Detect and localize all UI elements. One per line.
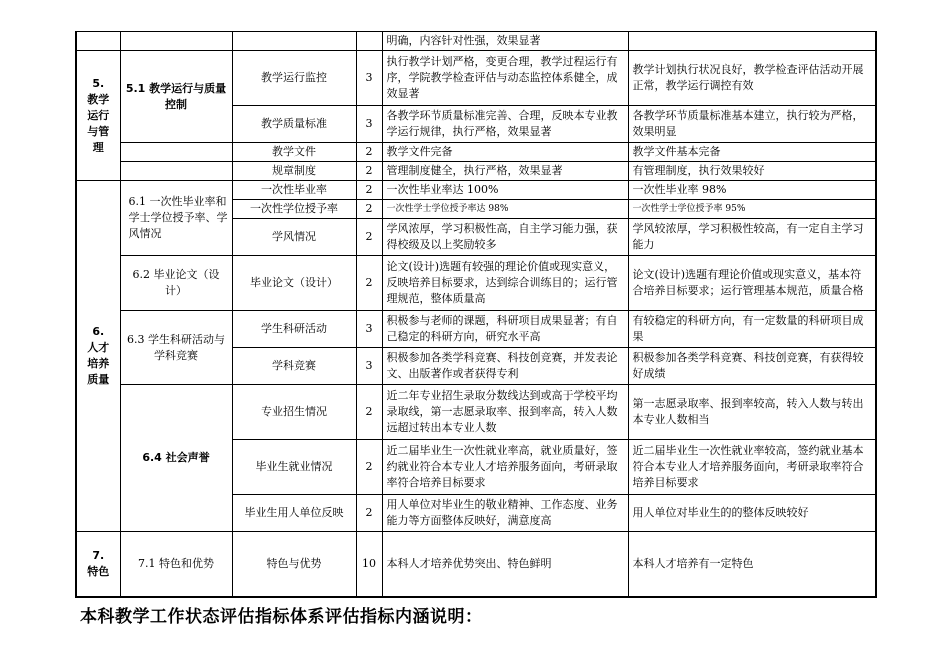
- table-row: [76, 256, 876, 311]
- observation-point: 教学运行监控: [232, 51, 356, 106]
- indicator-name: 人才培养质量: [87, 341, 110, 386]
- standard-a-cell: 近二届毕业生一次性就业率高，就业质量好，签约就业符合本专业人才培养服务面向，考研录取率符合培养目标要求: [382, 440, 628, 495]
- observation-point: 教学文件: [232, 143, 356, 162]
- secondary-indicator-7-1: 7.1 特色和优势: [120, 532, 232, 597]
- weight-cell: 3: [356, 51, 382, 106]
- standard-a-cell: 积极参加各类学科竞赛、科技创竞赛，并发表论文、出版著作或者获得专利: [382, 348, 628, 385]
- weight-cell: 2: [356, 143, 382, 162]
- indicator-number: 5.: [92, 76, 105, 90]
- standard-a-cell: 教学文件完备: [382, 143, 628, 162]
- weight-cell: 2: [356, 495, 382, 532]
- weight-cell: 3: [356, 106, 382, 143]
- secondary-indicator-6-2: 6.2 毕业论文（设计）: [120, 256, 232, 311]
- standard-c-cell: 论文(设计)选题有理论价值或现实意义，基本符合培养目标要求；运行管理基本规范，质量合格: [628, 256, 876, 311]
- observation-point: 规章制度: [232, 162, 356, 181]
- observation-point: 学风情况: [232, 219, 356, 256]
- table-row: [76, 51, 876, 106]
- weight-cell: 3: [356, 311, 382, 348]
- table-row: [76, 181, 876, 200]
- weight-cell: 3: [356, 348, 382, 385]
- weight-cell: 2: [356, 162, 382, 181]
- indicator-name: 特色: [87, 564, 110, 578]
- standard-c-cell: 用人单位对毕业生的的整体反映较好: [628, 495, 876, 532]
- standard-c-cell: 一次性学士学位授予率 95%: [628, 200, 876, 219]
- weight-cell: 2: [356, 200, 382, 219]
- observation-point: 教学质量标准: [232, 106, 356, 143]
- secondary-indicator-5-1: 5.1 教学运行与质量控制: [120, 51, 232, 143]
- cell-empty: [76, 32, 120, 51]
- standard-c-cell: 一次性毕业率 98%: [628, 181, 876, 200]
- primary-indicator-6: [76, 181, 120, 532]
- standard-c-cell: 教学计划执行状况良好，教学检查评估活动开展正常，教学运行调控有效: [628, 51, 876, 106]
- primary-indicator-7: [76, 532, 120, 597]
- standard-c-cell: 近二届毕业生一次性就业率较高，签约就业基本符合本专业人才培养服务面向，考研录取率符合培养目标要求: [628, 440, 876, 495]
- observation-point: 学科竞赛: [232, 348, 356, 385]
- secondary-indicator-6-1: 6.1 一次性毕业率和学士学位授予率、学风情况: [120, 181, 232, 256]
- section-heading: 本科教学工作状态评估指标体系评估指标内涵说明：: [80, 607, 483, 627]
- standard-a-cell: 近二年专业招生录取分数线达到或高于学校平均录取线，第一志愿录取率、报到率高，转入人数远超过转出本专业人数: [382, 385, 628, 440]
- observation-point: 特色与优势: [232, 532, 356, 597]
- standard-c-cell: 积极参加各类学科竞赛、科技创竞赛，有获得较好成绩: [628, 348, 876, 385]
- primary-indicator-5: [76, 51, 120, 181]
- table-row: [76, 532, 876, 597]
- standard-a-cell: 积极参与老师的课题，科研项目成果显著；有自己稳定的科研方向，研究水平高: [382, 311, 628, 348]
- cell-empty: [356, 32, 382, 51]
- observation-point: 毕业论文（设计）: [232, 256, 356, 311]
- standard-c-cell: 有管理制度，执行效果较好: [628, 162, 876, 181]
- table-row: [76, 385, 876, 440]
- standard-c-cell: 教学文件基本完备: [628, 143, 876, 162]
- cell-empty: [120, 162, 232, 181]
- secondary-indicator-6-3: 6.3 学生科研活动与学科竞赛: [120, 311, 232, 385]
- standard-c-cell: 各教学环节质量标准基本建立，执行较为严格，效果明显: [628, 106, 876, 143]
- weight-cell: 10: [356, 532, 382, 597]
- indicator-number: 7.: [92, 548, 105, 562]
- observation-point: 一次性毕业率: [232, 181, 356, 200]
- table-row: [76, 32, 876, 51]
- cell-empty: [120, 32, 232, 51]
- weight-cell: 2: [356, 219, 382, 256]
- weight-cell: 2: [356, 440, 382, 495]
- standard-a-cell: 管理制度健全，执行严格，效果显著: [382, 162, 628, 181]
- cell-empty: [120, 143, 232, 162]
- standard-c-cell: 学风较浓厚，学习积极性较高，有一定自主学习能力: [628, 219, 876, 256]
- weight-cell: 2: [356, 385, 382, 440]
- observation-point: 毕业生就业情况: [232, 440, 356, 495]
- observation-point: 学生科研活动: [232, 311, 356, 348]
- indicator-name: 教学运行与管理: [87, 92, 110, 154]
- standard-a-cell: 学风浓厚，学习积极性高，自主学习能力强，获得校级及以上奖励较多: [382, 219, 628, 256]
- standard-a-cell: 一次性学士学位授予率达 98%: [382, 200, 628, 219]
- table-row: [76, 311, 876, 348]
- standard-c-cell: 有较稳定的科研方向，有一定数量的科研项目成果: [628, 311, 876, 348]
- standard-a-cell: 本科人才培养优势突出、特色鲜明: [382, 532, 628, 597]
- standard-c-cell: 第一志愿录取率、报到率较高，转入人数与转出本专业人数相当: [628, 385, 876, 440]
- evaluation-table: [75, 31, 877, 598]
- cell-empty: [232, 32, 356, 51]
- standard-a-cell: 执行教学计划严格，变更合理，教学过程运行有序，学院教学检查评估与动态监控体系健全，成效显著: [382, 51, 628, 106]
- secondary-indicator-6-4: 6.4 社会声誉: [120, 385, 232, 532]
- weight-cell: 2: [356, 181, 382, 200]
- standard-a-cell: 论文(设计)选题有较强的理论价值或现实意义，反映培养目标要求，达到综合训练目的；运行管理规范，整体质量高: [382, 256, 628, 311]
- observation-point: 毕业生用人单位反映: [232, 495, 356, 532]
- standard-a-cell: 用人单位对毕业生的敬业精神、工作态度、业务能力等方面整体反映好，满意度高: [382, 495, 628, 532]
- table-row: [76, 162, 876, 181]
- standard-a-cell: 一次性毕业率达 100%: [382, 181, 628, 200]
- standard-a-cell: 明确，内容针对性强，效果显著: [382, 32, 628, 51]
- indicator-number: 6.: [92, 325, 105, 338]
- table-row: [76, 143, 876, 162]
- standard-a-cell: 各教学环节质量标准完善、合理，反映本专业教学运行规律，执行严格，效果显著: [382, 106, 628, 143]
- standard-c-cell: [628, 32, 876, 51]
- observation-point: 专业招生情况: [232, 385, 356, 440]
- standard-c-cell: 本科人才培养有一定特色: [628, 532, 876, 597]
- weight-cell: 2: [356, 256, 382, 311]
- observation-point: 一次性学位授予率: [232, 200, 356, 219]
